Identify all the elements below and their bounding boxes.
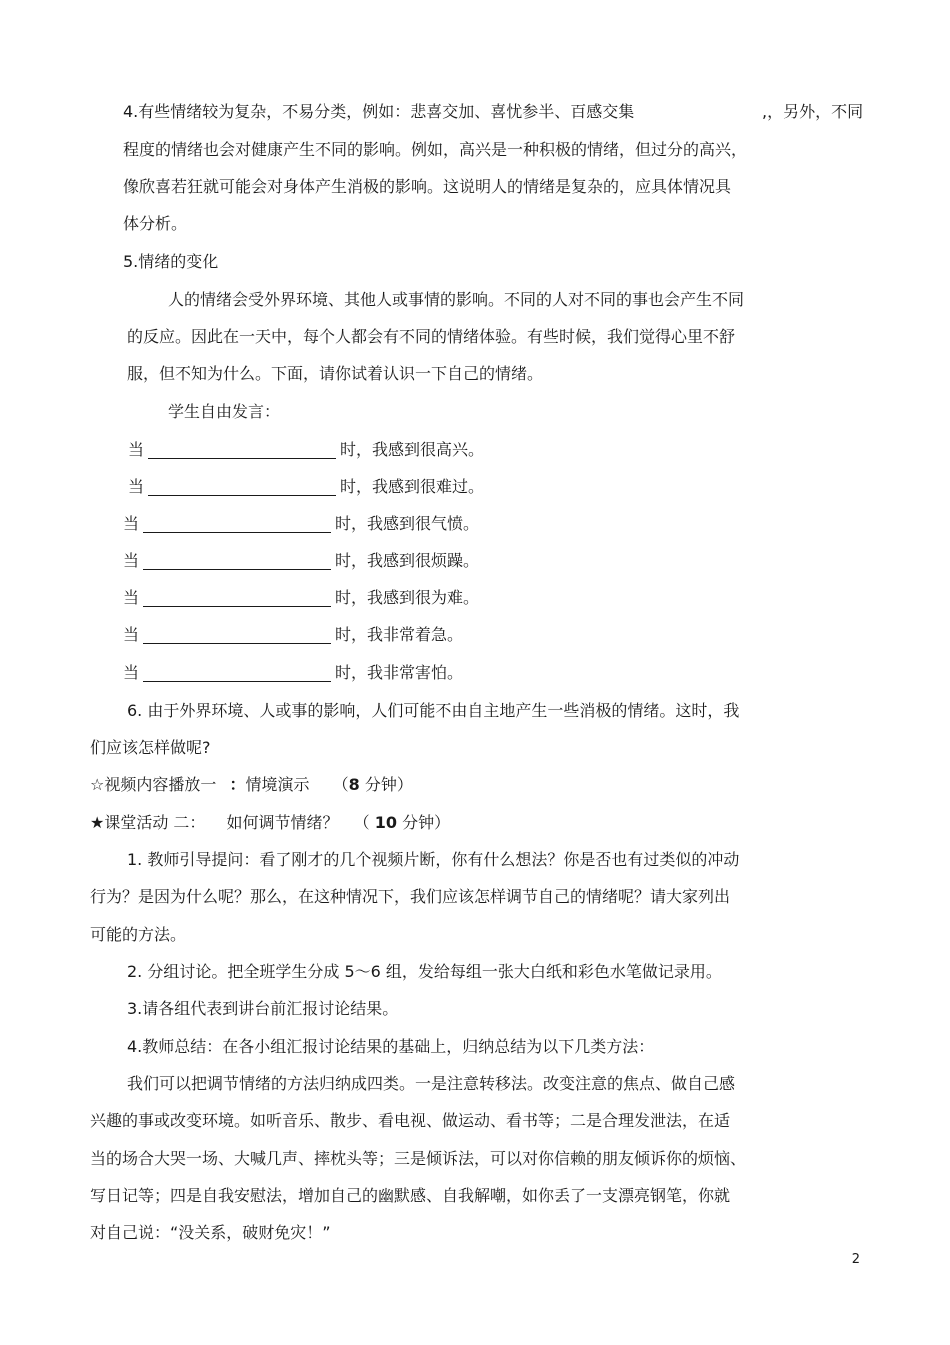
- summary-line2: 兴趣的事或改变环境。如听音乐、散步、看电视、做运动、看书等；二是合理发泄法，在适: [90, 1111, 731, 1130]
- summary-line5: 对自己说：“没关系，破财免灾！”: [90, 1223, 331, 1242]
- activity-heading: [90, 813, 450, 833]
- fill-in-blank[interactable]: [143, 627, 331, 644]
- summary-line4: 写日记等；四是自我安慰法，增加自己的幽默感、自我解嘲，如你丢了一支漂亮钢笔，你就: [90, 1186, 731, 1205]
- section5-line1: 人的情绪会受外界环境、其他人或事情的影响。不同的人对不同的事也会产生不同: [168, 290, 745, 309]
- fill-in-blank[interactable]: [148, 479, 336, 496]
- video-heading-prefix: ☆视频内容播放一: [90, 775, 217, 794]
- fill-in-suffix: 时，我非常害怕。: [335, 663, 464, 682]
- fill-in-blank[interactable]: [143, 516, 331, 533]
- section5-title: 5.情绪的变化: [123, 252, 219, 271]
- fill-in-blank[interactable]: [143, 553, 331, 570]
- activity-unit: 分钟）: [402, 813, 451, 832]
- fill-in-prefix: 当: [123, 625, 140, 644]
- fill-in-suffix: 时，我感到很烦躁。: [335, 551, 480, 570]
- para4-line1-text: 4.有些情绪较为复杂，不易分类，例如：悲喜交加、喜忧参半、百感交集: [123, 102, 635, 121]
- video-heading-colon: ：: [229, 775, 246, 794]
- para4-line1-tail: ,，另外，不同: [762, 102, 864, 121]
- fill-in-row: [123, 514, 523, 536]
- activity-item1-line2: 行为？是因为什么呢？那么，在这种情况下，我们应该怎样调节自己的情绪呢？请大家列出: [90, 887, 731, 906]
- activity-item1-line3: 可能的方法。: [90, 925, 187, 944]
- fill-in-suffix: 时，我感到很气愤。: [335, 514, 480, 533]
- fill-in-prefix: 当: [128, 477, 145, 496]
- fill-in-row: [123, 588, 523, 610]
- section5-line2: 的反应。因此在一天中，每个人都会有不同的情绪体验。有些时候，我们觉得心里不舒: [127, 327, 736, 346]
- activity-minutes: 10: [374, 813, 398, 832]
- activity-heading-label: 如何调节情绪？: [226, 813, 339, 832]
- video-paren: （: [332, 775, 349, 794]
- page-number: 2: [851, 1252, 860, 1267]
- video-minutes: 8: [348, 775, 360, 794]
- fill-in-prefix: 当: [123, 663, 140, 682]
- para4-line2: 程度的情绪也会对健康产生不同的影响。例如，高兴是一种积极的情绪，但过分的高兴，: [123, 140, 748, 159]
- fill-in-blank[interactable]: [143, 590, 331, 607]
- para6-line2: 们应该怎样做呢?: [90, 738, 211, 757]
- para4-line1: [123, 102, 634, 122]
- activity-item2: 2. 分组讨论。把全班学生分成 5～6 组，发给每组一张大白纸和彩色水笔做记录用。: [127, 962, 722, 981]
- fill-in-prefix: 当: [123, 551, 140, 570]
- fill-in-blank[interactable]: [143, 665, 331, 682]
- section5-line3: 服，但不知为什么。下面，请你试着认识一下自己的情绪。: [127, 364, 544, 383]
- section5-prompt: 学生自由发言：: [168, 402, 281, 421]
- para6-line1: 6. 由于外界环境、人或事的影响，人们可能不由自主地产生一些消极的情绪。这时，我: [127, 701, 740, 720]
- fill-in-row: [128, 477, 528, 499]
- video-unit: 分钟）: [364, 775, 413, 794]
- fill-in-row: [128, 440, 528, 462]
- fill-in-prefix: 当: [123, 588, 140, 607]
- para4-line4: 体分析。: [123, 214, 188, 233]
- summary-line1: 我们可以把调节情绪的方法归纳成四类。一是注意转移法。改变注意的焦点、做自己感: [127, 1074, 736, 1093]
- activity-paren: （: [353, 813, 370, 832]
- fill-in-row: [123, 663, 523, 685]
- activity-item1-line1: 1. 教师引导提问：看了刚才的几个视频片断，你有什么想法？你是否也有过类似的冲动: [127, 850, 740, 869]
- summary-line3: 当的场合大哭一场、大喊几声、摔枕头等；三是倾诉法，可以对你信赖的朋友倾诉你的烦恼、: [90, 1149, 747, 1168]
- video-heading: [90, 775, 413, 795]
- fill-in-prefix: 当: [123, 514, 140, 533]
- fill-in-row: [123, 625, 523, 647]
- video-heading-label: 情境演示: [245, 775, 310, 794]
- activity-item3: 3.请各组代表到讲台前汇报讨论结果。: [127, 999, 399, 1018]
- fill-in-row: [123, 551, 523, 573]
- fill-in-suffix: 时，我感到很为难。: [335, 588, 480, 607]
- activity-heading-prefix: ★课堂活动 二：: [90, 813, 206, 832]
- fill-in-suffix: 时，我感到很难过。: [340, 477, 485, 496]
- fill-in-suffix: 时，我感到很高兴。: [340, 440, 485, 459]
- fill-in-prefix: 当: [128, 440, 145, 459]
- fill-in-suffix: 时，我非常着急。: [335, 625, 464, 644]
- para4-line3: 像欣喜若狂就可能会对身体产生消极的影响。这说明人的情绪是复杂的，应具体情况具: [123, 177, 732, 196]
- activity-item4: 4.教师总结：在各小组汇报讨论结果的基础上，归纳总结为以下几类方法：: [127, 1037, 655, 1056]
- fill-in-blank[interactable]: [148, 442, 336, 459]
